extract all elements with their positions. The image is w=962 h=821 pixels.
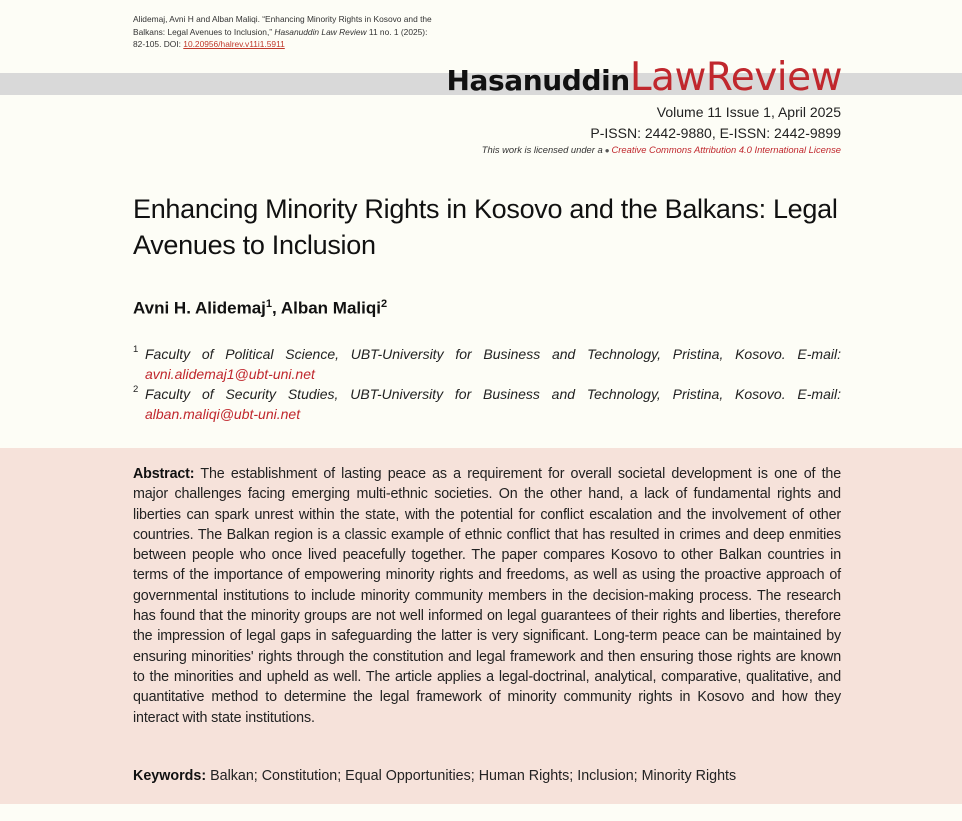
issn: P-ISSN: 2442-9880, E-ISSN: 2442-9899 [590, 125, 841, 141]
citation-header [133, 13, 433, 51]
journal-name-part1: Hasanuddin [446, 64, 630, 97]
article-title: Enhancing Minority Rights in Kosovo and the Balkans: Legal Avenues to Inclusion [133, 194, 838, 260]
abstract [133, 464, 841, 728]
author-2: Alban Maliqi [280, 298, 381, 318]
author-separator: , [272, 298, 281, 318]
affiliation-2 [133, 384, 841, 424]
author-2-email[interactable]: alban.maliqi@ubt-uni.net [145, 406, 301, 422]
author-1-email[interactable]: avni.alidemaj1@ubt-uni.net [145, 366, 315, 382]
affiliation-text: Faculty of Political Science, UBT-University for Business and Technology, Pristina, Kosovo. E-mail: [145, 346, 841, 362]
creative-commons-icon: ● [604, 146, 610, 155]
keywords [133, 768, 841, 784]
volume-issue: Volume 11 Issue 1, April 2025 [656, 104, 841, 120]
citation-text: Alidemaj, Avni H and Alban Maliqi. “Enhancing Minority Rights in Kosovo and the Balkans: Legal Avenues to Inclusion,” [133, 14, 432, 37]
abstract-text: The establishment of lasting peace as a requirement for overall societal development is one of the major challenges facing emerging multi-ethnic societies. On the other hand, a lack of fundamental rights and liberties can spark unrest within the state, with the potential for conflict escalation and the involvement of other countries. The Balkan region is a classic example of ethnic conflict that has resulted in crimes and deep enmities between people who once lived peacefully together. The paper compares Kosovo to other Balkan countries in terms of the importance of empowering minority rights and freedoms, as well as using the proactive approach of governmental institutions to include minority community members in the decision-making process. The research has found that the minority groups are not well informed on legal guarantees of their rights and liberties, therefore the impression of legal gaps in safeguarding the latter is very significant. Long-term peace can be maintained by ensuring minorities' rights through the constitution and legal framework and then ensuring those rights are known to the minorities and upheld as well. The article applies a legal-doctrinal, analytical, comparative, qualitative, and quantitative method to determine the legal framework of minority community rights in Kosovo and how they interact with state institutions. [133, 466, 841, 726]
affiliation-1 [133, 344, 841, 384]
authors [133, 298, 387, 319]
journal-name-part2: LawReview [629, 55, 842, 100]
license-line [482, 144, 841, 155]
keywords-label: Keywords: [133, 768, 207, 784]
author-2-sup: 2 [380, 298, 388, 310]
author-1: Avni H. Alidemaj [133, 298, 266, 318]
affiliation-number: 1 [133, 344, 139, 355]
author-1-sup: 1 [265, 298, 273, 310]
affiliation-text: Faculty of Security Studies, UBT-University for Business and Technology, Pristina, Kosovo. E-mail: [145, 386, 841, 402]
doi-link[interactable]: 10.20956/halrev.v11i1.5911 [183, 39, 285, 49]
affiliation-number: 2 [133, 384, 139, 395]
license-link[interactable]: Creative Commons Attribution 4.0 International License [611, 144, 841, 155]
journal-logo [446, 55, 842, 100]
citation-issue: 11 no. 1 (2025): 82-105. DOI: [133, 26, 428, 49]
keywords-text: Balkan; Constitution; Equal Opportunities; Human Rights; Inclusion; Minority Rights [210, 768, 737, 784]
abstract-label: Abstract: [133, 466, 195, 482]
license-prefix: This work is licensed under a [481, 144, 603, 155]
citation-journal: Hasanuddin Law Review [274, 26, 367, 37]
